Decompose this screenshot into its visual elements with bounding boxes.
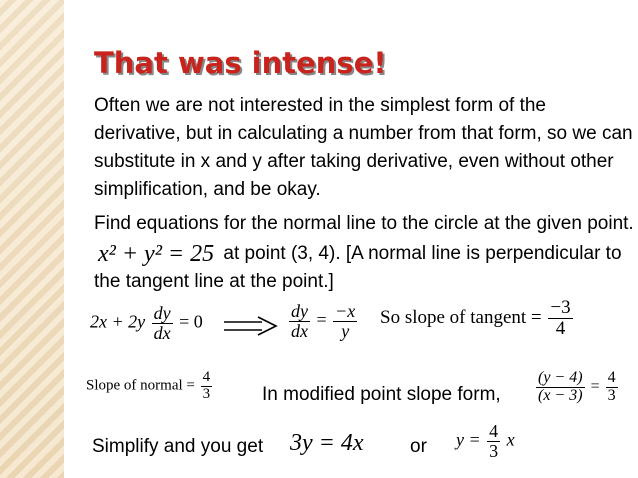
point-slope-equation: $\frac{(y - 4)}{(x - 3)}$ = $\frac{4}{3}$ <box>538 369 616 404</box>
dy-dx-solution: $\frac{dy}{dx}$ = $\frac{-x}{y}$ <box>291 301 356 341</box>
tangent-slope: So slope of tangent = $\frac{-3}{4}$ <box>380 297 571 339</box>
point-slope-label: In modified point slope form, <box>262 384 501 405</box>
final-equation: 3y = 4x <box>290 430 364 456</box>
problem-paragraph <box>94 210 634 296</box>
intro-paragraph: Often we are not interested in the simplest form of the derivative, but in calculating a number from that form, so we can substitute in x and y after taking derivative, even without other simplification, and be okay. <box>94 95 633 200</box>
problem-text-part1: Find equations for the normal line to the circle at the given point. <box>94 213 634 234</box>
final-equation-slope-form: y = $\frac{4}{3}$ x <box>456 421 515 461</box>
derivative-equation: 2x + 2y $\frac{dy}{dx}$ = 0 <box>90 303 203 343</box>
decorative-left-stripe <box>0 0 64 478</box>
normal-slope: Slope of normal = $\frac{4}{3}$ <box>86 369 211 402</box>
dy-dx-fraction: $\frac{dy}{dx}$ <box>153 303 171 343</box>
simplify-label: Simplify and you get <box>92 436 264 457</box>
slide-title: That was intense! <box>94 46 387 80</box>
right-arrow-icon <box>222 315 278 337</box>
circle-equation: x² + y² = 25 <box>98 241 215 267</box>
or-label: or <box>410 436 427 457</box>
problem-text-part2: at point (3, 4). [A normal line is perpendicular to the tangent line at the point.] <box>94 243 622 292</box>
